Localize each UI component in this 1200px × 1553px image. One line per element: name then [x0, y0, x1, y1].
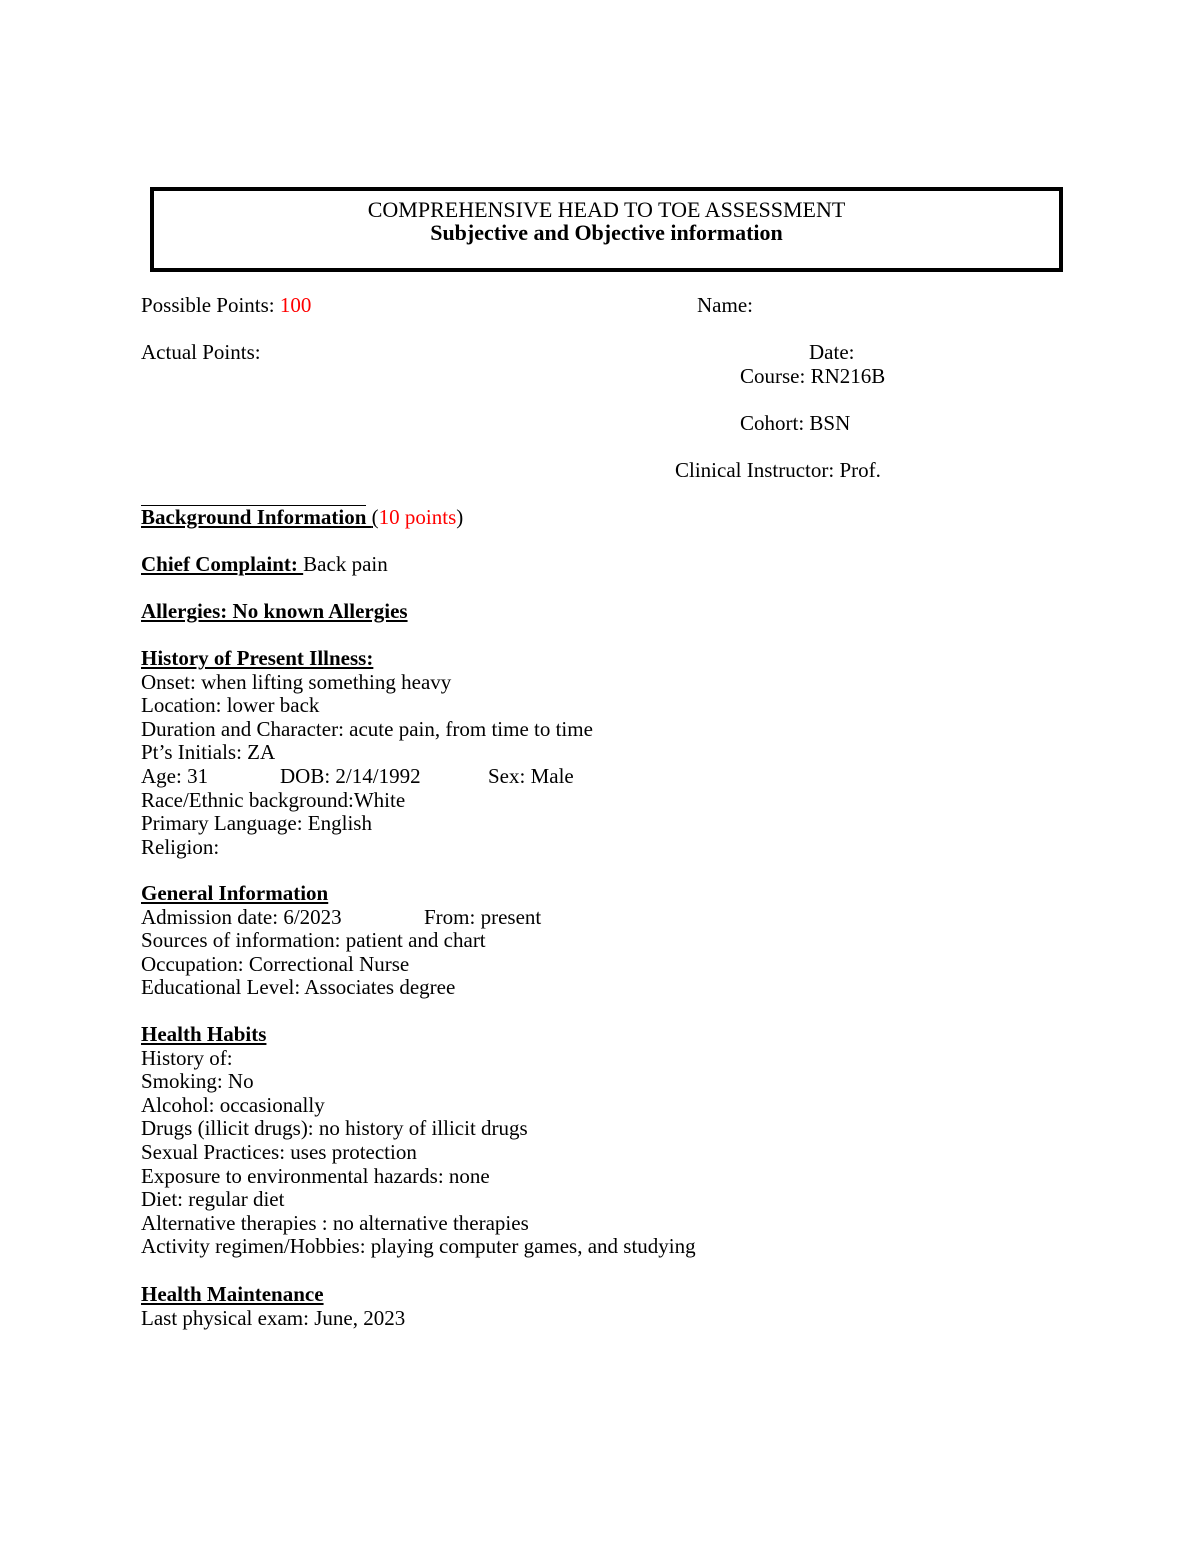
hpi-religion: Religion: — [141, 834, 220, 859]
background-points: 10 points — [378, 505, 457, 529]
hpi-dob: DOB: 2/14/1992 — [280, 763, 421, 788]
hpi-demographics-row — [141, 765, 593, 789]
habits-item: Drugs (illicit drugs): no history of illicit drugs — [141, 1116, 528, 1141]
chief-complaint — [141, 553, 388, 577]
habits-section — [141, 1023, 696, 1259]
chief-complaint-label: Chief Complaint: — [141, 552, 304, 576]
page-title: COMPREHENSIVE HEAD TO TOE ASSESSMENT — [367, 197, 846, 222]
general-heading: General Information — [141, 881, 329, 905]
general-education: Educational Level: Associates degree — [141, 975, 456, 1000]
habits-item: History of: — [141, 1045, 233, 1070]
hpi-location: Location: lower back — [141, 693, 320, 718]
habits-item: Sexual Practices: uses protection — [141, 1139, 417, 1164]
general-admission-row — [141, 904, 542, 930]
hpi-section — [141, 647, 593, 859]
course-label: Course: RN216B — [740, 364, 886, 388]
hpi-sex: Sex: Male — [488, 763, 574, 788]
instructor-label: Clinical Instructor: Prof. — [675, 458, 881, 482]
habits-item: Alternative therapies : no alternative therapies — [141, 1210, 529, 1235]
hpi-initials: Pt’s Initials: ZA — [141, 740, 276, 765]
hpi-language: Primary Language: English — [141, 811, 372, 836]
possible-points-label: Possible Points: — [141, 293, 280, 317]
habits-item: Activity regimen/Hobbies: playing computer games, and studying — [141, 1234, 696, 1259]
cohort-label: Cohort: BSN — [740, 411, 851, 435]
habits-item: Smoking: No — [141, 1069, 254, 1094]
general-from: From: present — [424, 904, 542, 929]
page-subtitle: Subjective and Objective information — [430, 220, 783, 245]
hpi-heading: History of Present Illness: — [141, 646, 374, 670]
general-section — [141, 881, 542, 1000]
hpi-duration: Duration and Character: acute pain, from time to time — [141, 716, 593, 741]
name-label: Name: — [697, 293, 753, 317]
points-close: ) — [456, 505, 464, 529]
hpi-age: Age: 31 — [141, 763, 209, 788]
possible-points — [141, 294, 311, 318]
possible-points-value: 100 — [279, 293, 312, 317]
date-label: Date: — [809, 340, 855, 364]
maintenance-section — [141, 1283, 405, 1330]
general-admission: Admission date: 6/2023 — [141, 904, 342, 929]
maintenance-last-exam: Last physical exam: June, 2023 — [141, 1305, 406, 1330]
habits-item: Diet: regular diet — [141, 1187, 285, 1212]
hpi-onset: Onset: when lifting something heavy — [141, 669, 452, 694]
allergies: Allergies: No known Allergies — [141, 599, 408, 623]
background-heading: Background Information — [141, 505, 372, 529]
habits-heading: Health Habits — [141, 1022, 267, 1046]
habits-item: Alcohol: occasionally — [141, 1092, 325, 1117]
general-sources: Sources of information: patient and chart — [141, 928, 486, 953]
actual-points-label: Actual Points: — [141, 340, 261, 364]
background-heading-row — [141, 506, 463, 530]
title-box — [150, 187, 1063, 272]
points-open: ( — [371, 505, 379, 529]
habits-item: Exposure to environmental hazards: none — [141, 1163, 490, 1188]
maintenance-heading: Health Maintenance — [141, 1282, 324, 1306]
hpi-race: Race/Ethnic background:White — [141, 787, 406, 812]
chief-complaint-value: Back pain — [303, 552, 388, 576]
general-occupation: Occupation: Correctional Nurse — [141, 951, 410, 976]
